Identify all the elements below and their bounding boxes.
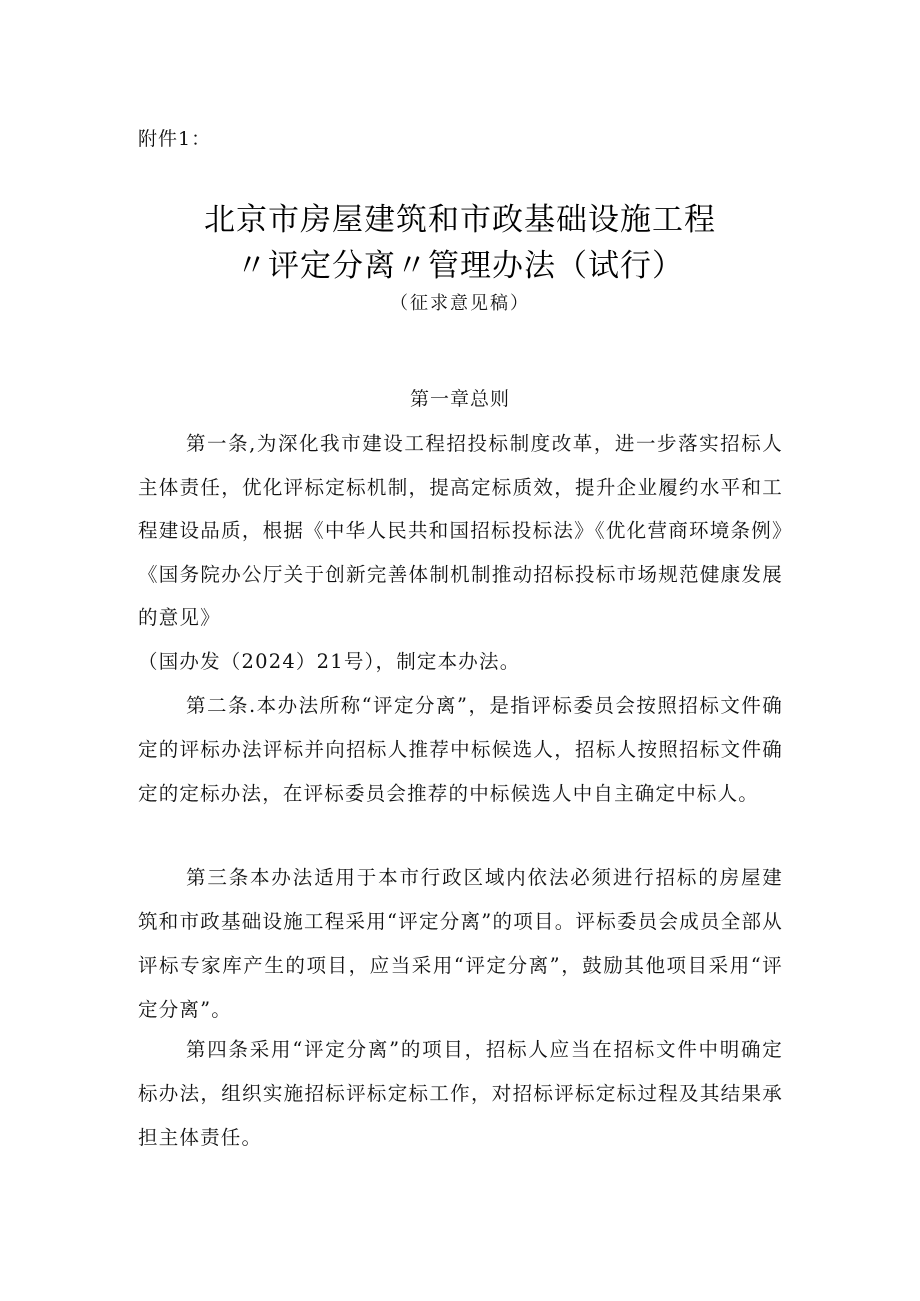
attachment-label: 附件1： [138, 128, 212, 150]
document-subtitle: （征求意见稿） [390, 293, 530, 314]
article-4: 第四条采用“评定分离”的项目，招标人应当在招标文件中明确定标办法，组织实施招标评标定标工作，对招标评标定标过程及其结果承担主体责任。 [138, 1038, 783, 1149]
document-title-line1: 北京市房屋建筑和市政基础设施工程 [204, 202, 716, 238]
article-1-continuation: （国办发（2024）21号），制定本办法。 [138, 650, 521, 673]
article-2: 第二条.本办法所称“评定分离”，是指评标委员会按照招标文件确定的评标办法评标并向招标人推荐中标候选人，招标人按照招标文件确定的定标办法，在评标委员会推荐的中标候选人中自主确定中标人。 [138, 694, 783, 805]
chapter-heading: 第一章总则 [409, 388, 510, 410]
article-3: 第三条本办法适用于本市行政区域内依法必须进行招标的房屋建筑和市政基础设施工程采用“评定分离”的项目。评标委员会成员全部从评标专家库产生的项目，应当采用“评定分离”，鼓励其他项目采用“评定分离”。 [138, 866, 783, 1021]
article-1: 第一条,为深化我市建设工程招投标制度改革，进一步落实招标人主体责任，优化评标定标机制，提高定标质效，提升企业履约水平和工程建设品质，根据《中华人民共和国招标投标法》《优化营商环境条例》《国务院办公厅关于创新完善体制机制推动招标投标市场规范健康发展的意见》 [138, 432, 783, 630]
document-title-line2: 〃评定分离〃管理办法（试行） [236, 248, 684, 284]
